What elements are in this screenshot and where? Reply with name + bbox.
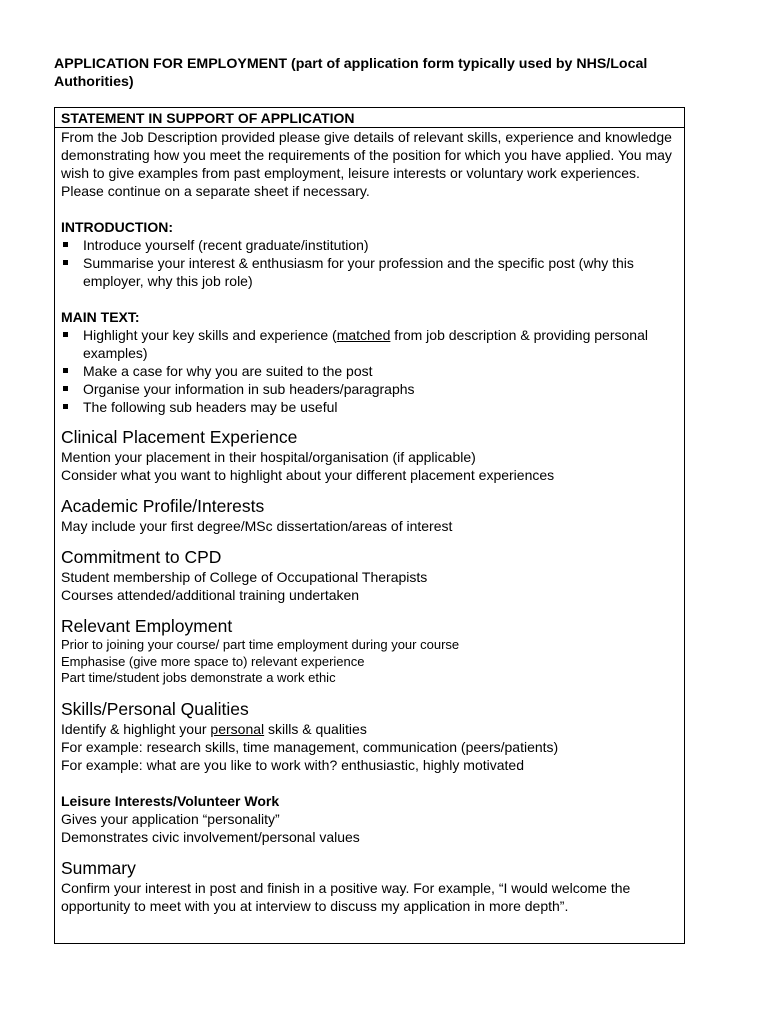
introduction-heading: INTRODUCTION: bbox=[61, 219, 173, 235]
skills-line: For example: research skills, time management, communication (peers/patients) bbox=[61, 738, 559, 755]
employment-line: Part time/student jobs demonstrate a work ethic bbox=[61, 670, 336, 685]
statement-header: STATEMENT IN SUPPORT OF APPLICATION bbox=[55, 108, 684, 128]
summary-heading: Summary bbox=[61, 857, 136, 878]
employment-line: Emphasise (give more space to) relevant experience bbox=[61, 653, 365, 669]
list-item: Summarise your interest & enthusiasm for your profession and the specific post (why this employer, why this job role) bbox=[61, 254, 680, 290]
skills-text: Identify & highlight your bbox=[61, 720, 211, 737]
list-item: Introduce yourself (recent graduate/institution) bbox=[61, 236, 680, 254]
clinical-line: Consider what you want to highlight about your different placement experiences bbox=[61, 467, 555, 483]
leisure-line: Demonstrates civic involvement/personal values bbox=[61, 828, 360, 845]
cpd-heading: Commitment to CPD bbox=[61, 547, 222, 567]
list-item: Make a case for why you are suited to the post bbox=[61, 362, 680, 380]
cpd-line: Student membership of College of Occupational Therapists bbox=[61, 569, 428, 585]
list-item bbox=[61, 326, 680, 362]
list-item-text: Highlight your key skills and experience ( bbox=[83, 327, 337, 343]
leisure-heading: Leisure Interests/Volunteer Work bbox=[61, 792, 280, 809]
skills-line bbox=[61, 720, 680, 738]
statement-box bbox=[54, 107, 685, 944]
clinical-line: Mention your placement in their hospital/organisation (if applicable) bbox=[61, 449, 476, 465]
introduction-list bbox=[61, 236, 680, 290]
academic-heading: Academic Profile/Interests bbox=[61, 496, 265, 516]
list-item-text: from job description & providing personal examples) bbox=[83, 327, 648, 361]
skills-heading: Skills/Personal Qualities bbox=[61, 698, 249, 719]
skills-line: For example: what are you like to work with? enthusiastic, highly motivated bbox=[61, 756, 524, 773]
underlined-word: matched bbox=[336, 327, 391, 343]
leisure-line: Gives your application “personality” bbox=[61, 810, 280, 827]
statement-body bbox=[55, 128, 684, 915]
underlined-word: personal bbox=[210, 720, 265, 737]
summary-text: Confirm your interest in post and finish in a positive way. For example, “I would welcome the opportunity to meet with you at interview to discuss my application in more depth”. bbox=[61, 879, 631, 914]
skills-text: skills & qualities bbox=[264, 720, 367, 737]
employment-line: Prior to joining your course/ part time employment during your course bbox=[61, 637, 460, 652]
main-text-heading: MAIN TEXT: bbox=[61, 309, 140, 325]
employment-heading: Relevant Employment bbox=[61, 616, 233, 636]
list-item: Organise your information in sub headers/paragraphs bbox=[61, 380, 680, 398]
list-item: The following sub headers may be useful bbox=[61, 398, 680, 416]
academic-line: May include your first degree/MSc dissertation/areas of interest bbox=[61, 518, 453, 534]
main-text-list bbox=[61, 326, 680, 416]
clinical-heading: Clinical Placement Experience bbox=[61, 427, 298, 447]
instructions-paragraph: From the Job Description provided please give details of relevant skills, experience and knowledge demonstrating how you meet the requirements of the position for which you have applied. You may wish to give examples from past employment, leisure interests or voluntary work experiences. Please continue on a separate sheet if necessary. bbox=[61, 129, 672, 199]
cpd-line: Courses attended/additional training undertaken bbox=[61, 587, 360, 603]
document-title: APPLICATION FOR EMPLOYMENT (part of application form typically used by NHS/Local Authorities) bbox=[54, 56, 648, 90]
